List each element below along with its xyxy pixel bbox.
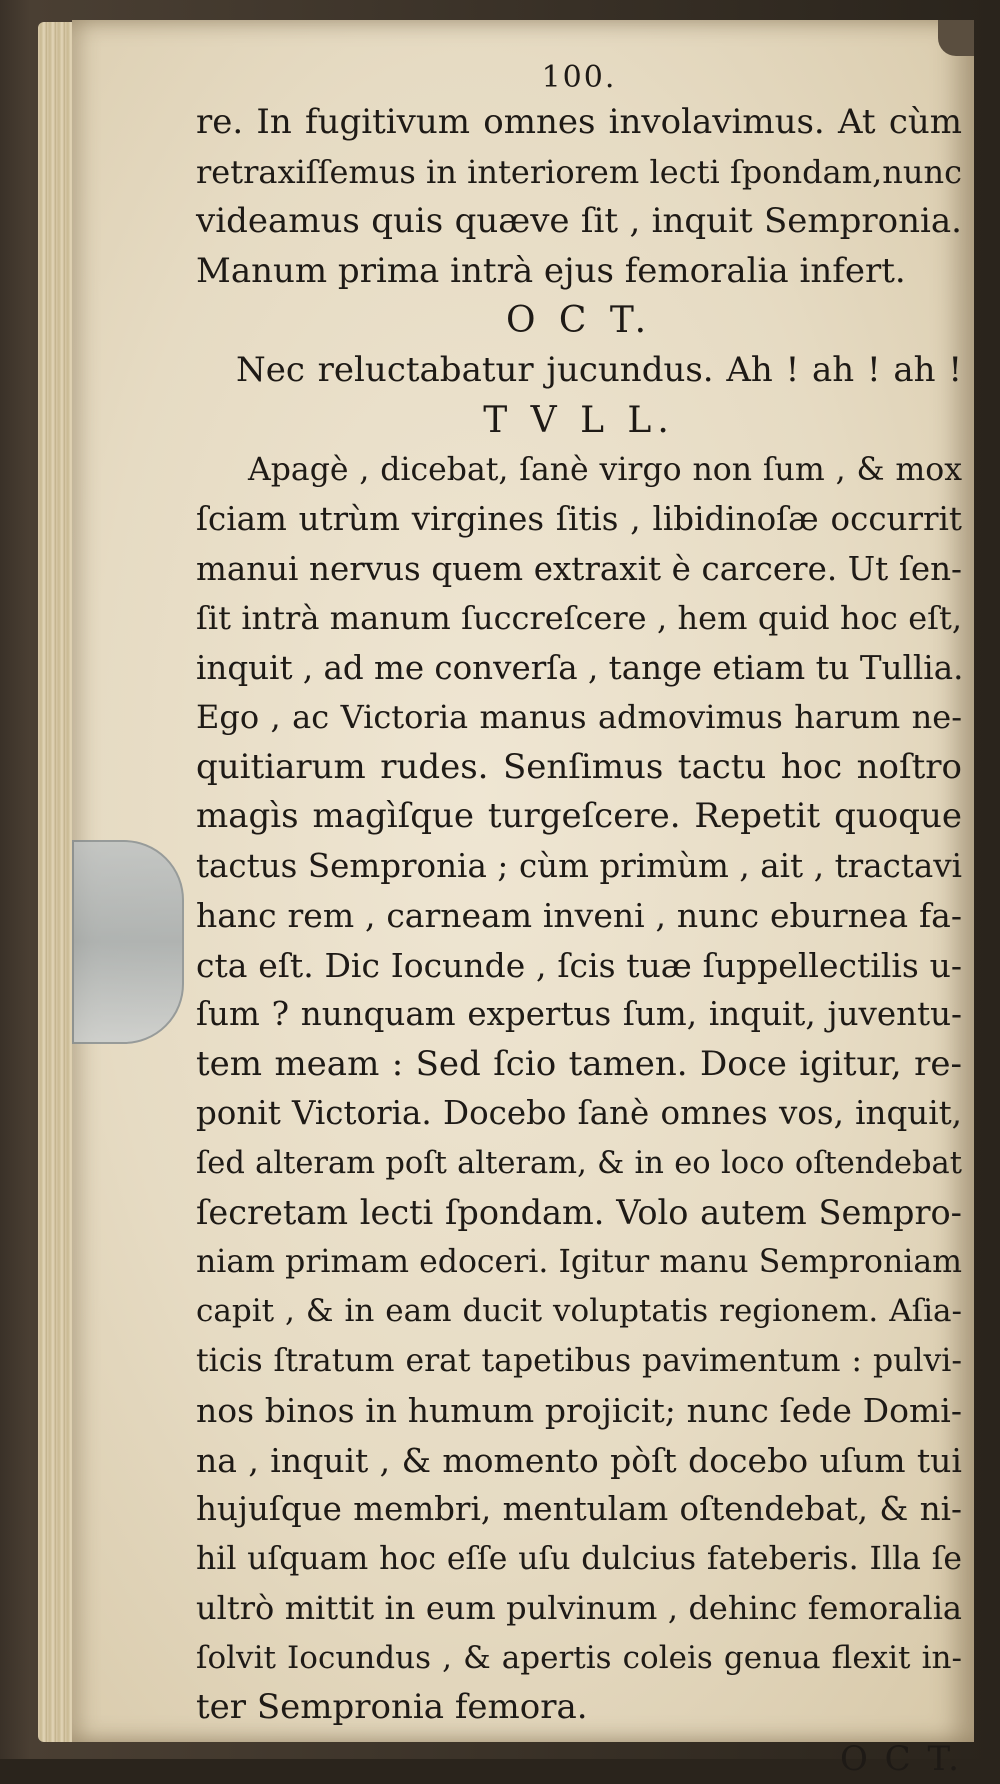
page-corner (938, 20, 974, 56)
text-line: ſed alteram poſt alteram, & in eo loco oſtendebat (196, 1139, 962, 1189)
text-line: nos binos in humum projicit; nunc ſede Domi- (196, 1386, 962, 1436)
text-line: ſciam utrùm virgines ſitis , libidinoſæ occurrit (196, 495, 962, 545)
text-line: ſum ? nunquam expertus ſum, inquit, juventu- (196, 990, 962, 1040)
text-line: ponit Victoria. Docebo ſanè omnes vos, inquit, (196, 1089, 962, 1139)
text-line: Manum prima intrà ejus femoralia infert. (196, 247, 962, 297)
paragraph-2 (196, 446, 962, 1733)
text-line: tem meam : Sed ſcio tamen. Doce igitur, re- (196, 1040, 962, 1090)
page-number: 100. (196, 58, 962, 98)
text-line: Nec reluctabatur jucundus. Ah ! ah ! ah ! (196, 346, 962, 396)
text-line: retraxiſſemus in interiorem lecti ſpondam,nunc (196, 148, 962, 198)
text-line: hanc rem , carneam inveni , nunc eburnea fa- (196, 891, 962, 941)
text-line: capit , & in eam ducit voluptatis regionem. Aſia- (196, 1287, 962, 1337)
text-line: hil uſquam hoc eſſe uſu dulcius fateberis. Illa ſe (196, 1535, 962, 1585)
text-line: cta eſt. Dic Iocunde , ſcis tuæ ſuppellectilis u- (196, 941, 962, 991)
text-line: quitiarum rudes. Senſimus tactu hoc noſtro (196, 743, 962, 793)
text-line: ultrò mittit in eum pulvinum , dehinc femoralia (196, 1584, 962, 1634)
text-line: Apagè , dicebat, ſanè virgo non ſum , & mox (196, 446, 962, 496)
text-line: ſit intrà manum ſuccreſcere , hem quid hoc eſt, (196, 594, 962, 644)
text-line: tactus Sempronia ; cùm primùm , ait , tractavi (196, 842, 962, 892)
speaker-heading-tull: T V L L. (196, 396, 962, 446)
text-line: inquit , ad me converſa , tange etiam tu Tullia. (196, 644, 962, 694)
catchword: O C T. (196, 1735, 962, 1784)
paragraph-1 (196, 98, 962, 296)
text-line: videamus quis quæve ſit , inquit Sempronia. (196, 197, 962, 247)
text-line: Ego , ac Victoria manus admovimus harum ne- (196, 693, 962, 743)
text-line: ticis ſtratum erat tapetibus pavimentum : pulvi- (196, 1337, 962, 1387)
text-line: re. In fugitivum omnes involavimus. At cùm (196, 98, 962, 148)
text-line: magìs magìſque turgeſcere. Repetit quoque (196, 792, 962, 842)
text-line: hujuſque membri, mentulam oſtendebat, & ni- (196, 1485, 962, 1535)
page-clip (72, 840, 184, 1044)
text-line: niam primam edoceri. Igitur manu Semproniam (196, 1238, 962, 1288)
speaker-heading-oct: O C T. (196, 296, 962, 346)
text-line: ſecretam lecti ſpondam. Volo autem Sempro- (196, 1188, 962, 1238)
text-line: na , inquit , & momento pòſt docebo uſum tui (196, 1436, 962, 1486)
text-line: ter Sempronia femora. (196, 1683, 962, 1733)
text-line: ſolvit Iocundus , & apertis coleis genua flexit in- (196, 1634, 962, 1684)
text-line: manui nervus quem extraxit è carcere. Ut ſen- (196, 545, 962, 595)
page-text (196, 58, 962, 1784)
